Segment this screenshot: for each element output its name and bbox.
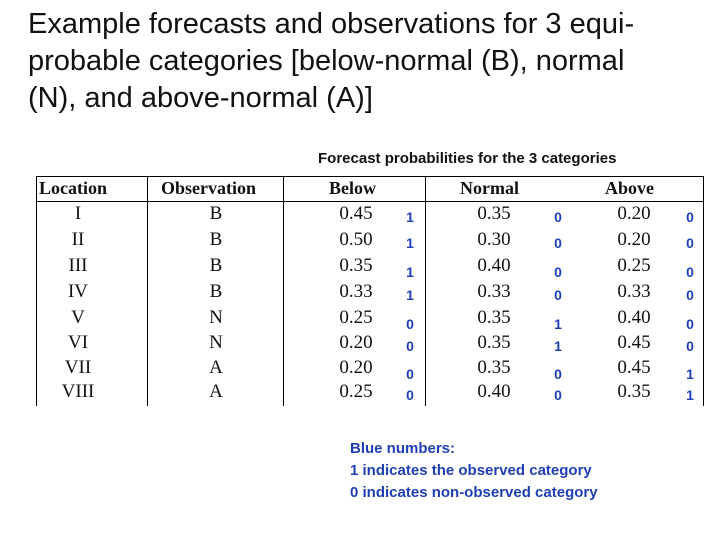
cell-above-observed: 0 bbox=[686, 264, 694, 280]
cell-normal: 0.30 bbox=[477, 229, 511, 250]
cell-above-observed: 1 bbox=[686, 387, 694, 403]
header-above: Above bbox=[605, 178, 654, 198]
cell-location: II bbox=[71, 229, 85, 250]
cell-above: 0.40 bbox=[617, 307, 651, 328]
cell-normal: 0.40 bbox=[477, 255, 511, 276]
cell-observation: A bbox=[209, 381, 223, 402]
cell-above: 0.35 bbox=[617, 381, 651, 402]
cell-location: V bbox=[71, 307, 85, 328]
legend-observed: 1 indicates the observed category bbox=[350, 462, 592, 479]
cell-below: 0.50 bbox=[339, 229, 373, 250]
cell-normal-observed: 1 bbox=[554, 338, 562, 354]
cell-above: 0.45 bbox=[617, 357, 651, 378]
header-bottom-border bbox=[36, 201, 704, 202]
cell-observation: A bbox=[209, 357, 223, 378]
cell-normal: 0.35 bbox=[477, 357, 511, 378]
cell-above-observed: 0 bbox=[686, 287, 694, 303]
cell-below-observed: 1 bbox=[406, 264, 414, 280]
title-line-3: (N), and above-normal (A)] bbox=[28, 82, 373, 114]
legend-non-observed: 0 indicates non-observed category bbox=[350, 484, 598, 501]
legend bbox=[350, 438, 598, 504]
column-divider bbox=[703, 176, 704, 406]
header-location: Location bbox=[39, 178, 108, 198]
title-line-1: Example forecasts and observations for 3 equi- bbox=[28, 8, 635, 40]
cell-normal: 0.35 bbox=[477, 307, 511, 328]
cell-above: 0.45 bbox=[617, 332, 651, 353]
cell-below: 0.33 bbox=[339, 281, 373, 302]
cell-observation: N bbox=[209, 332, 223, 353]
cell-below: 0.45 bbox=[339, 203, 373, 224]
cell-above-observed: 0 bbox=[686, 209, 694, 225]
cell-below-observed: 0 bbox=[406, 387, 414, 403]
cell-above-observed: 1 bbox=[686, 366, 694, 382]
cell-below: 0.25 bbox=[339, 307, 373, 328]
cell-location: VIII bbox=[61, 381, 95, 402]
cell-observation: B bbox=[209, 255, 223, 276]
cell-below-observed: 0 bbox=[406, 338, 414, 354]
header-observation: Observation bbox=[161, 178, 257, 198]
header-below: Below bbox=[329, 178, 376, 198]
cell-observation: B bbox=[209, 229, 223, 250]
legend-title: Blue numbers: bbox=[350, 440, 456, 457]
cell-normal: 0.33 bbox=[477, 281, 511, 302]
cell-normal-observed: 0 bbox=[554, 235, 562, 251]
slide-title bbox=[28, 6, 708, 117]
cell-normal-observed: 0 bbox=[554, 287, 562, 303]
column-divider bbox=[36, 176, 37, 406]
cell-below-observed: 0 bbox=[406, 366, 414, 382]
table-caption: Forecast probabilities for the 3 categories bbox=[318, 150, 617, 167]
header-normal: Normal bbox=[460, 178, 519, 198]
table-top-border bbox=[36, 176, 704, 177]
cell-below-observed: 1 bbox=[406, 209, 414, 225]
cell-below: 0.35 bbox=[339, 255, 373, 276]
cell-location: I bbox=[74, 203, 82, 224]
cell-location: IV bbox=[67, 281, 89, 302]
cell-observation: N bbox=[209, 307, 223, 328]
cell-normal-observed: 0 bbox=[554, 264, 562, 280]
cell-normal-observed: 1 bbox=[554, 316, 562, 332]
cell-above: 0.20 bbox=[617, 229, 651, 250]
cell-above: 0.20 bbox=[617, 203, 651, 224]
cell-normal-observed: 0 bbox=[554, 209, 562, 225]
cell-observation: B bbox=[209, 281, 223, 302]
cell-location: III bbox=[68, 255, 88, 276]
column-divider bbox=[283, 176, 284, 406]
column-divider bbox=[147, 176, 148, 406]
cell-normal-observed: 0 bbox=[554, 366, 562, 382]
cell-normal-observed: 0 bbox=[554, 387, 562, 403]
cell-normal: 0.35 bbox=[477, 332, 511, 353]
cell-below-observed: 0 bbox=[406, 316, 414, 332]
cell-normal: 0.40 bbox=[477, 381, 511, 402]
cell-above: 0.33 bbox=[617, 281, 651, 302]
cell-below-observed: 1 bbox=[406, 287, 414, 303]
cell-below: 0.25 bbox=[339, 381, 373, 402]
cell-location: VI bbox=[67, 332, 89, 353]
cell-observation: B bbox=[209, 203, 223, 224]
cell-above-observed: 0 bbox=[686, 235, 694, 251]
cell-normal: 0.35 bbox=[477, 203, 511, 224]
column-divider bbox=[425, 176, 426, 406]
cell-below: 0.20 bbox=[339, 357, 373, 378]
cell-location: VII bbox=[64, 357, 92, 378]
cell-below: 0.20 bbox=[339, 332, 373, 353]
title-line-2: probable categories [below-normal (B), normal bbox=[28, 45, 625, 77]
cell-below-observed: 1 bbox=[406, 235, 414, 251]
cell-above-observed: 0 bbox=[686, 338, 694, 354]
cell-above: 0.25 bbox=[617, 255, 651, 276]
cell-above-observed: 0 bbox=[686, 316, 694, 332]
